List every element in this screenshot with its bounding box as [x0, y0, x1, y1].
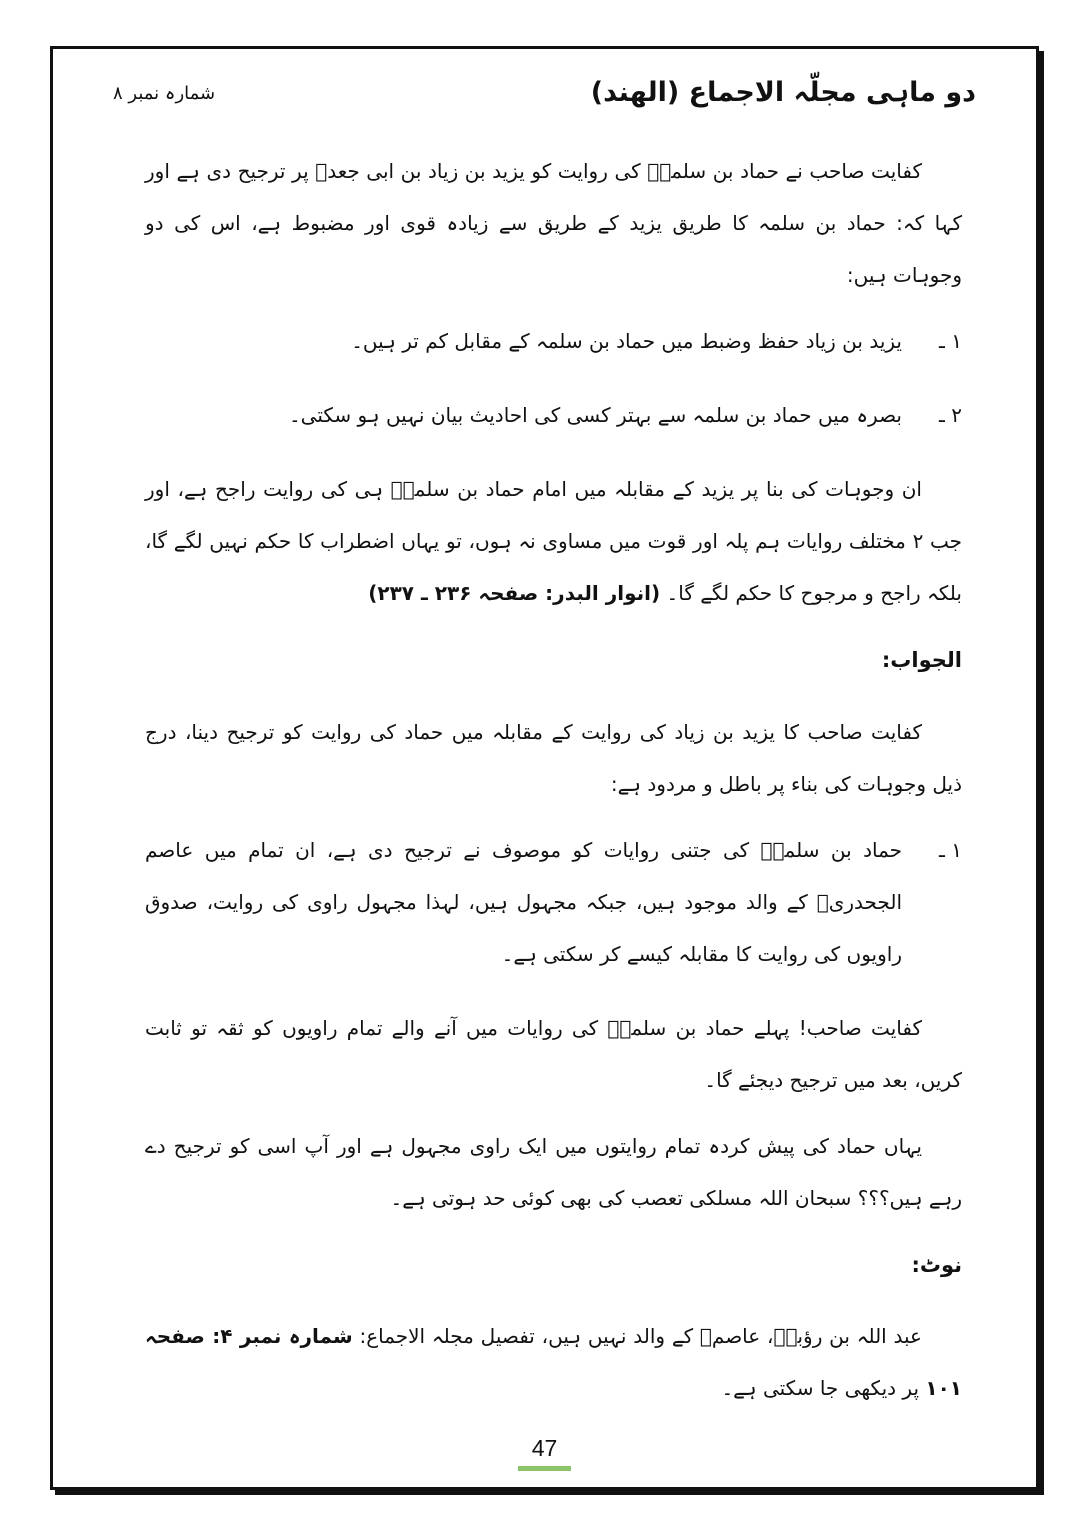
conclusion-reference: (انوار البدر: صفحہ ۲۳۶ ـ ۲۳۷): [368, 581, 661, 605]
note-heading: نوٹ:: [911, 1252, 962, 1277]
page-frame: [50, 46, 1039, 1490]
challenge-paragraph: کفایت صاحب! پہلے حماد بن سلمہؒ کی روایات میں آنے والے تمام راویوں کو ثقہ تو ثابت کریں، بعد میں ترجیح دیجئے گا۔: [145, 1015, 962, 1092]
reason-text: یزید بن زیاد حفظ وضبط میں حماد بن سلمہ کے مقابل کم تر ہیں۔: [351, 329, 902, 353]
reason-number: ۱ ـ: [939, 329, 962, 353]
intro-paragraph: کفایت صاحب نے حماد بن سلمہؒ کی روایت کو یزید بن زیاد بن ابی جعدؒ پر ترجیح دی ہے اور کہا کہ: حماد بن سلمہ کا طریق یزید کے طریق سے زیادہ قوی اور مضبوط ہے، اس کی دو وجوہات ہیں:: [145, 159, 962, 287]
reason-text: بصرہ میں حماد بن سلمہ سے بہتر کسی کی احادیث بیان نہیں ہو سکتی۔: [288, 403, 902, 427]
answer-intro: کفایت صاحب کا یزید بن زیاد کی روایت کے مقابلہ میں حماد کی روایت کو ترجیح دینا، درج ذیل وجوہات کی بناء پر باطل و مردود ہے:: [145, 719, 962, 796]
journal-title: دو ماہی مجلّہ الاجماع (الھند): [590, 77, 976, 108]
page-content: [145, 145, 962, 1428]
answer-point: [145, 824, 962, 980]
answer-point-text: حماد بن سلمہؒ کی جتنی روایات کو موصوف نے ترجیح دی ہے، ان تمام میں عاصم الجحدریؒ کے والد موجود ہیں، جبکہ مجہول ہیں، لہذا مجہول راوی کی روایت، صدوق راویوں کی روایت کا مقابلہ کیسے کر سکتی ہے۔: [145, 837, 902, 966]
note-paragraph: [145, 1310, 962, 1414]
answer-heading: الجواب:: [881, 648, 962, 672]
note-text: عبد اللہ بن رؤبہؒ، عاصمؒ کے والد نہیں ہیں، تفصیل مجلہ الاجماع:: [359, 1324, 922, 1349]
conclusion-text: ان وجوہات کی بنا پر یزید کے مقابلہ میں امام حماد بن سلمہؒ ہی کی روایت راجح ہے، اور جب ۲ مختلف روایات ہم پلہ اور قوت میں مساوی نہ ہوں، تو یہاں اضطراب کا حکم نہیں لگے گا، بلکہ راجح و مرجوح کا حکم لگے گا۔: [145, 477, 963, 605]
page-header: [113, 77, 976, 117]
reason-item: [145, 315, 962, 367]
remark-paragraph: یہاں حماد کی پیش کردہ تمام روایتوں میں ایک راوی مجہول ہے اور آپ اسی کو ترجیح دے رہے ہیں؟؟؟ سبحان اللہ مسلکی تعصب کی بھی کوئی حد ہوتی ہے۔: [145, 1133, 962, 1210]
page-number: 47: [518, 1435, 572, 1471]
conclusion-paragraph: [145, 463, 962, 619]
note-tail: پر دیکھی جا سکتی ہے۔: [721, 1376, 920, 1401]
page-footer: [53, 1435, 1036, 1471]
reason-item: [145, 389, 962, 441]
note-reference: شمارہ نمبر ۴: صفحہ ۱۰۱: [145, 1324, 962, 1401]
answer-point-number: ۱ ـ: [939, 837, 962, 862]
reason-number: ۲ ـ: [939, 403, 962, 427]
issue-number: شمارہ نمبر ۸: [113, 83, 216, 104]
